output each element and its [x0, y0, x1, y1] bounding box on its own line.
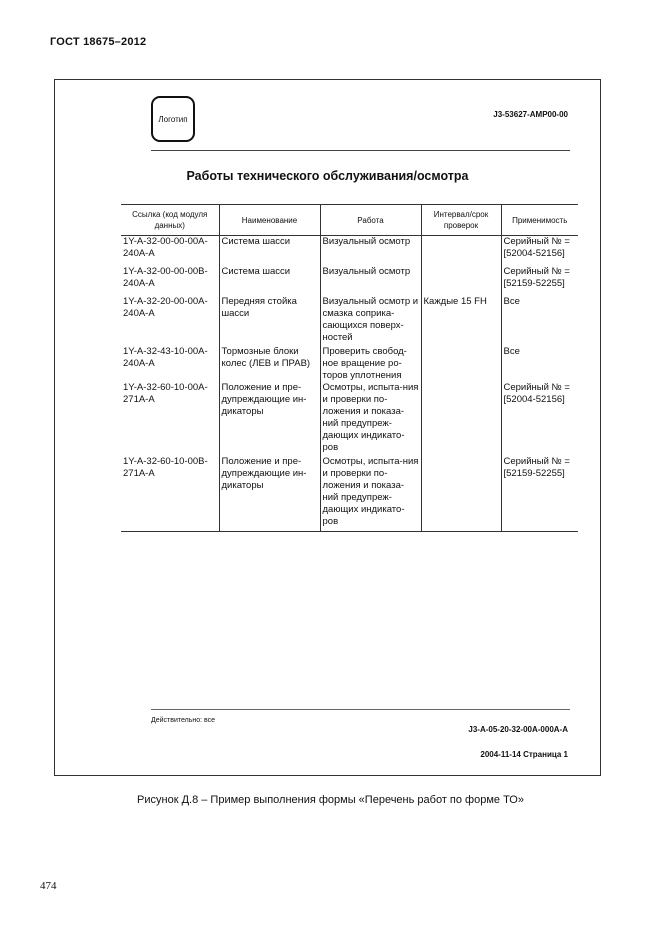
cell-name: Передняя стойка шасси — [219, 296, 320, 346]
cell-reference: 1Y-A-32-60-10-00B-271A-A — [121, 456, 219, 532]
cell-interval — [421, 266, 501, 296]
footer-date-page: 2004-11-14 Страница 1 — [480, 750, 568, 759]
cell-reference: 1Y-A-32-43-10-00A-240A-A — [123, 345, 208, 369]
cell-reference: 1Y-A-32-00-00-00A-240A-A — [123, 236, 208, 259]
table-row — [121, 382, 578, 456]
table-row — [121, 456, 578, 532]
table-header-row — [121, 205, 578, 236]
table-row — [121, 236, 578, 266]
cell-applicability: Все — [501, 346, 578, 382]
cell-interval — [421, 236, 501, 266]
cell-reference: 1Y-A-32-60-10-00A-271A-A — [123, 381, 208, 405]
cell-task: Визуальный осмотр и смазка соприка-сающихся поверх-ностей — [320, 296, 421, 346]
cell-applicability: Серийный № = [52004-52156] — [501, 382, 578, 456]
header-task: Работа — [320, 205, 421, 236]
cell-applicability: Серийный № = [52159-52255] — [501, 456, 578, 532]
header-interval: Интервал/срок проверок — [421, 205, 501, 236]
cell-name: Система шасси — [219, 266, 320, 296]
cell-task: Осмотры, испыта-ния и проверки по-ложения и показа-ний предупреж-дающих индикато-ров — [320, 456, 421, 532]
header-divider — [151, 150, 570, 151]
standard-header: ГОСТ 18675–2012 — [50, 36, 147, 48]
table-row — [121, 346, 578, 382]
table-row — [121, 296, 578, 346]
header-applicability: Применимость — [501, 205, 578, 236]
maintenance-table — [121, 204, 578, 532]
cell-name: Система шасси — [219, 236, 320, 266]
cell-name: Положение и пре-дупреждающие ин-дикаторы — [219, 456, 320, 532]
table-row — [121, 266, 578, 296]
cell-applicability: Серийный № = [52159-52255] — [501, 266, 578, 296]
cell-task: Осмотры, испыта-ния и проверки по-ложения и показа-ний предупреж-дающих индикато-ров — [320, 382, 421, 456]
cell-interval — [421, 382, 501, 456]
cell-applicability: Все — [501, 296, 578, 346]
figure-caption: Рисунок Д.8 – Пример выполнения формы «Перечень работ по форме ТО» — [137, 794, 524, 806]
page-number: 474 — [40, 880, 57, 892]
logo-placeholder — [151, 96, 195, 142]
cell-applicability: Серийный № = [52004-52156] — [501, 236, 578, 266]
cell-reference: 1Y-A-32-00-00-00B-240A-A — [123, 265, 208, 289]
logo-label: Логотип — [158, 114, 188, 124]
cell-interval: Каждые 15 FH — [421, 296, 501, 346]
cell-interval — [421, 346, 501, 382]
cell-task: Визуальный осмотр — [320, 236, 421, 266]
cell-interval — [421, 456, 501, 532]
footer-divider — [151, 709, 570, 710]
cell-task: Проверить свобод-ное вращение ро-торов уплотнения — [320, 346, 421, 382]
form-frame — [54, 79, 601, 776]
cell-task: Визуальный осмотр — [320, 266, 421, 296]
validity-note: Действительно: все — [151, 717, 216, 724]
document-number: J3-53627-AMP00-00 — [493, 110, 568, 119]
cell-name: Положение и пре-дупреждающие ин-дикаторы — [219, 382, 320, 456]
cell-reference: 1Y-A-32-20-00-00A-240A-A — [123, 295, 208, 319]
header-reference: Ссылка (код модуля данных) — [121, 205, 219, 236]
form-title: Работы технического обслуживания/осмотра — [186, 169, 469, 183]
cell-name: Тормозные блоки колес (ЛЕВ и ПРАВ) — [219, 346, 320, 382]
header-name: Наименование — [219, 205, 320, 236]
footer-code: J3-A-05-20-32-00A-000A-A — [468, 725, 568, 734]
